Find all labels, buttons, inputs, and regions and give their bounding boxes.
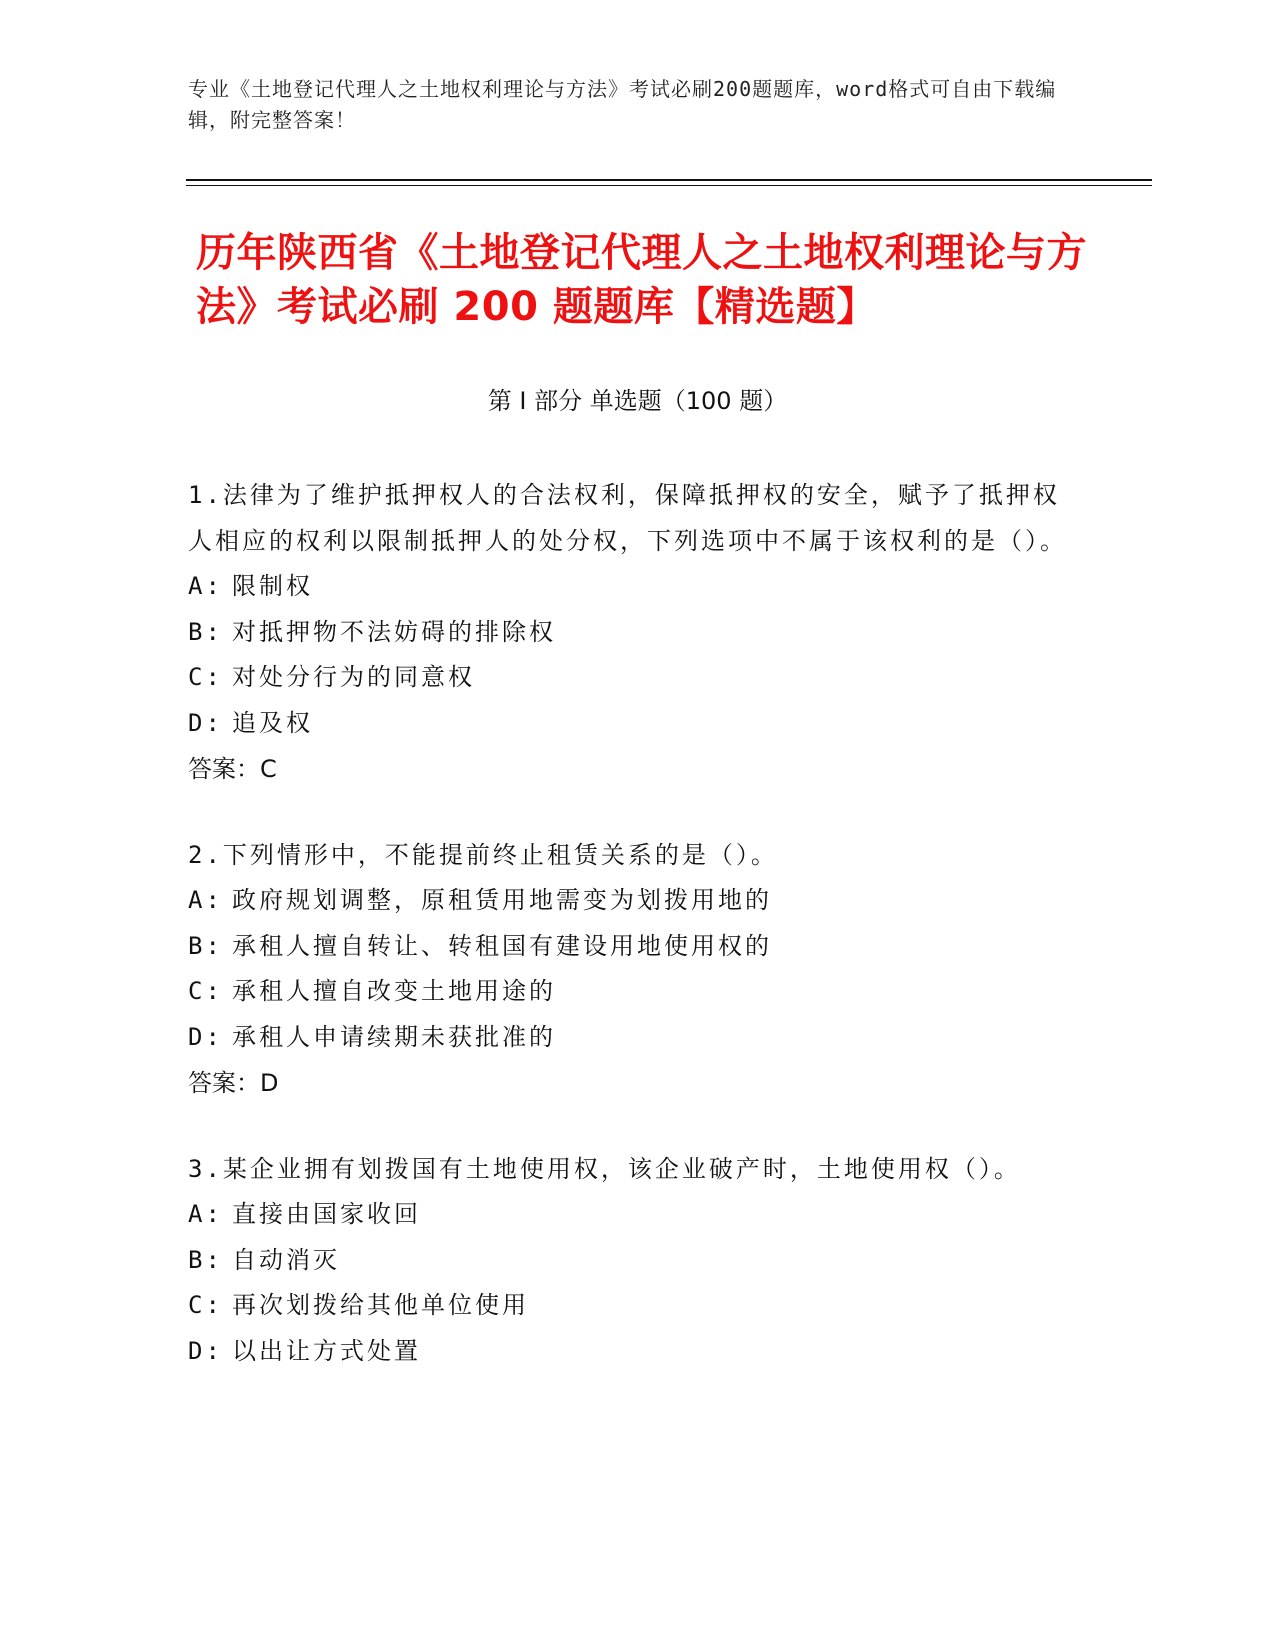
header-rule-thick	[186, 179, 1152, 181]
question-stem: 1.法律为了维护抵押权人的合法权利，保障抵押权的安全，赋予了抵押权人相应的权利以限制抵押人的处分权，下列选项中不属于该权利的是（）。	[188, 481, 1067, 555]
question-stem: 3.某企业拥有划拨国有土地使用权，该企业破产时，土地使用权（）。	[188, 1155, 1021, 1183]
question-stem: 2.下列情形中，不能提前终止租赁关系的是（）。	[188, 841, 778, 869]
option-letter: B:	[188, 1245, 223, 1274]
option-a	[188, 1192, 1068, 1238]
question-1	[188, 472, 1068, 792]
option-letter: A:	[188, 1200, 223, 1228]
option-text: 承租人申请续期未获批准的	[232, 1022, 556, 1051]
option-a	[188, 564, 1068, 610]
option-text: 对抵押物不法妨碍的排除权	[232, 617, 556, 646]
option-text: 承租人擅自改变土地用途的	[232, 977, 556, 1005]
option-letter: B:	[188, 617, 223, 646]
option-d	[188, 701, 1068, 747]
option-d	[188, 1015, 1068, 1061]
option-text: 自动消灭	[232, 1245, 340, 1274]
option-letter: B:	[188, 931, 223, 960]
option-text: 追及权	[232, 708, 313, 737]
option-letter: D:	[188, 1022, 223, 1051]
option-a	[188, 878, 1068, 924]
answer-line: 答案：C	[188, 755, 277, 783]
option-text: 政府规划调整，原租赁用地需变为划拨用地的	[232, 886, 772, 914]
question-3	[188, 1146, 1068, 1374]
answer-line: 答案：D	[188, 1069, 279, 1097]
option-d	[188, 1329, 1068, 1375]
option-c	[188, 655, 1068, 701]
header-rule-thin	[186, 185, 1152, 186]
option-text: 承租人擅自转让、转租国有建设用地使用权的	[232, 931, 772, 960]
option-letter: D:	[188, 1336, 223, 1365]
option-b	[188, 924, 1068, 970]
option-letter: C:	[188, 977, 223, 1005]
option-letter: A:	[188, 572, 223, 600]
option-text: 以出让方式处置	[232, 1336, 421, 1365]
document-title: 历年陕西省《土地登记代理人之土地权利理论与方法》考试必刷 200 题题库【精选题】	[196, 230, 1087, 330]
header-note: 专业《土地登记代理人之土地权利理论与方法》考试必刷200题题库，word格式可自由下载编辑，附完整答案！	[188, 77, 1057, 132]
option-letter: C:	[188, 663, 223, 691]
section-title: 第 I 部分 单选题（100 题）	[487, 387, 788, 415]
option-b	[188, 1238, 1068, 1284]
question-2	[188, 832, 1068, 1106]
option-letter: A:	[188, 886, 223, 914]
option-letter: D:	[188, 708, 223, 737]
option-text: 再次划拨给其他单位使用	[232, 1291, 529, 1319]
option-letter: C:	[188, 1291, 223, 1319]
option-c	[188, 969, 1068, 1015]
option-text: 限制权	[232, 572, 313, 600]
question-list	[188, 472, 1068, 1414]
option-text: 对处分行为的同意权	[232, 663, 475, 691]
option-b	[188, 610, 1068, 656]
option-c	[188, 1283, 1068, 1329]
option-text: 直接由国家收回	[232, 1200, 421, 1228]
